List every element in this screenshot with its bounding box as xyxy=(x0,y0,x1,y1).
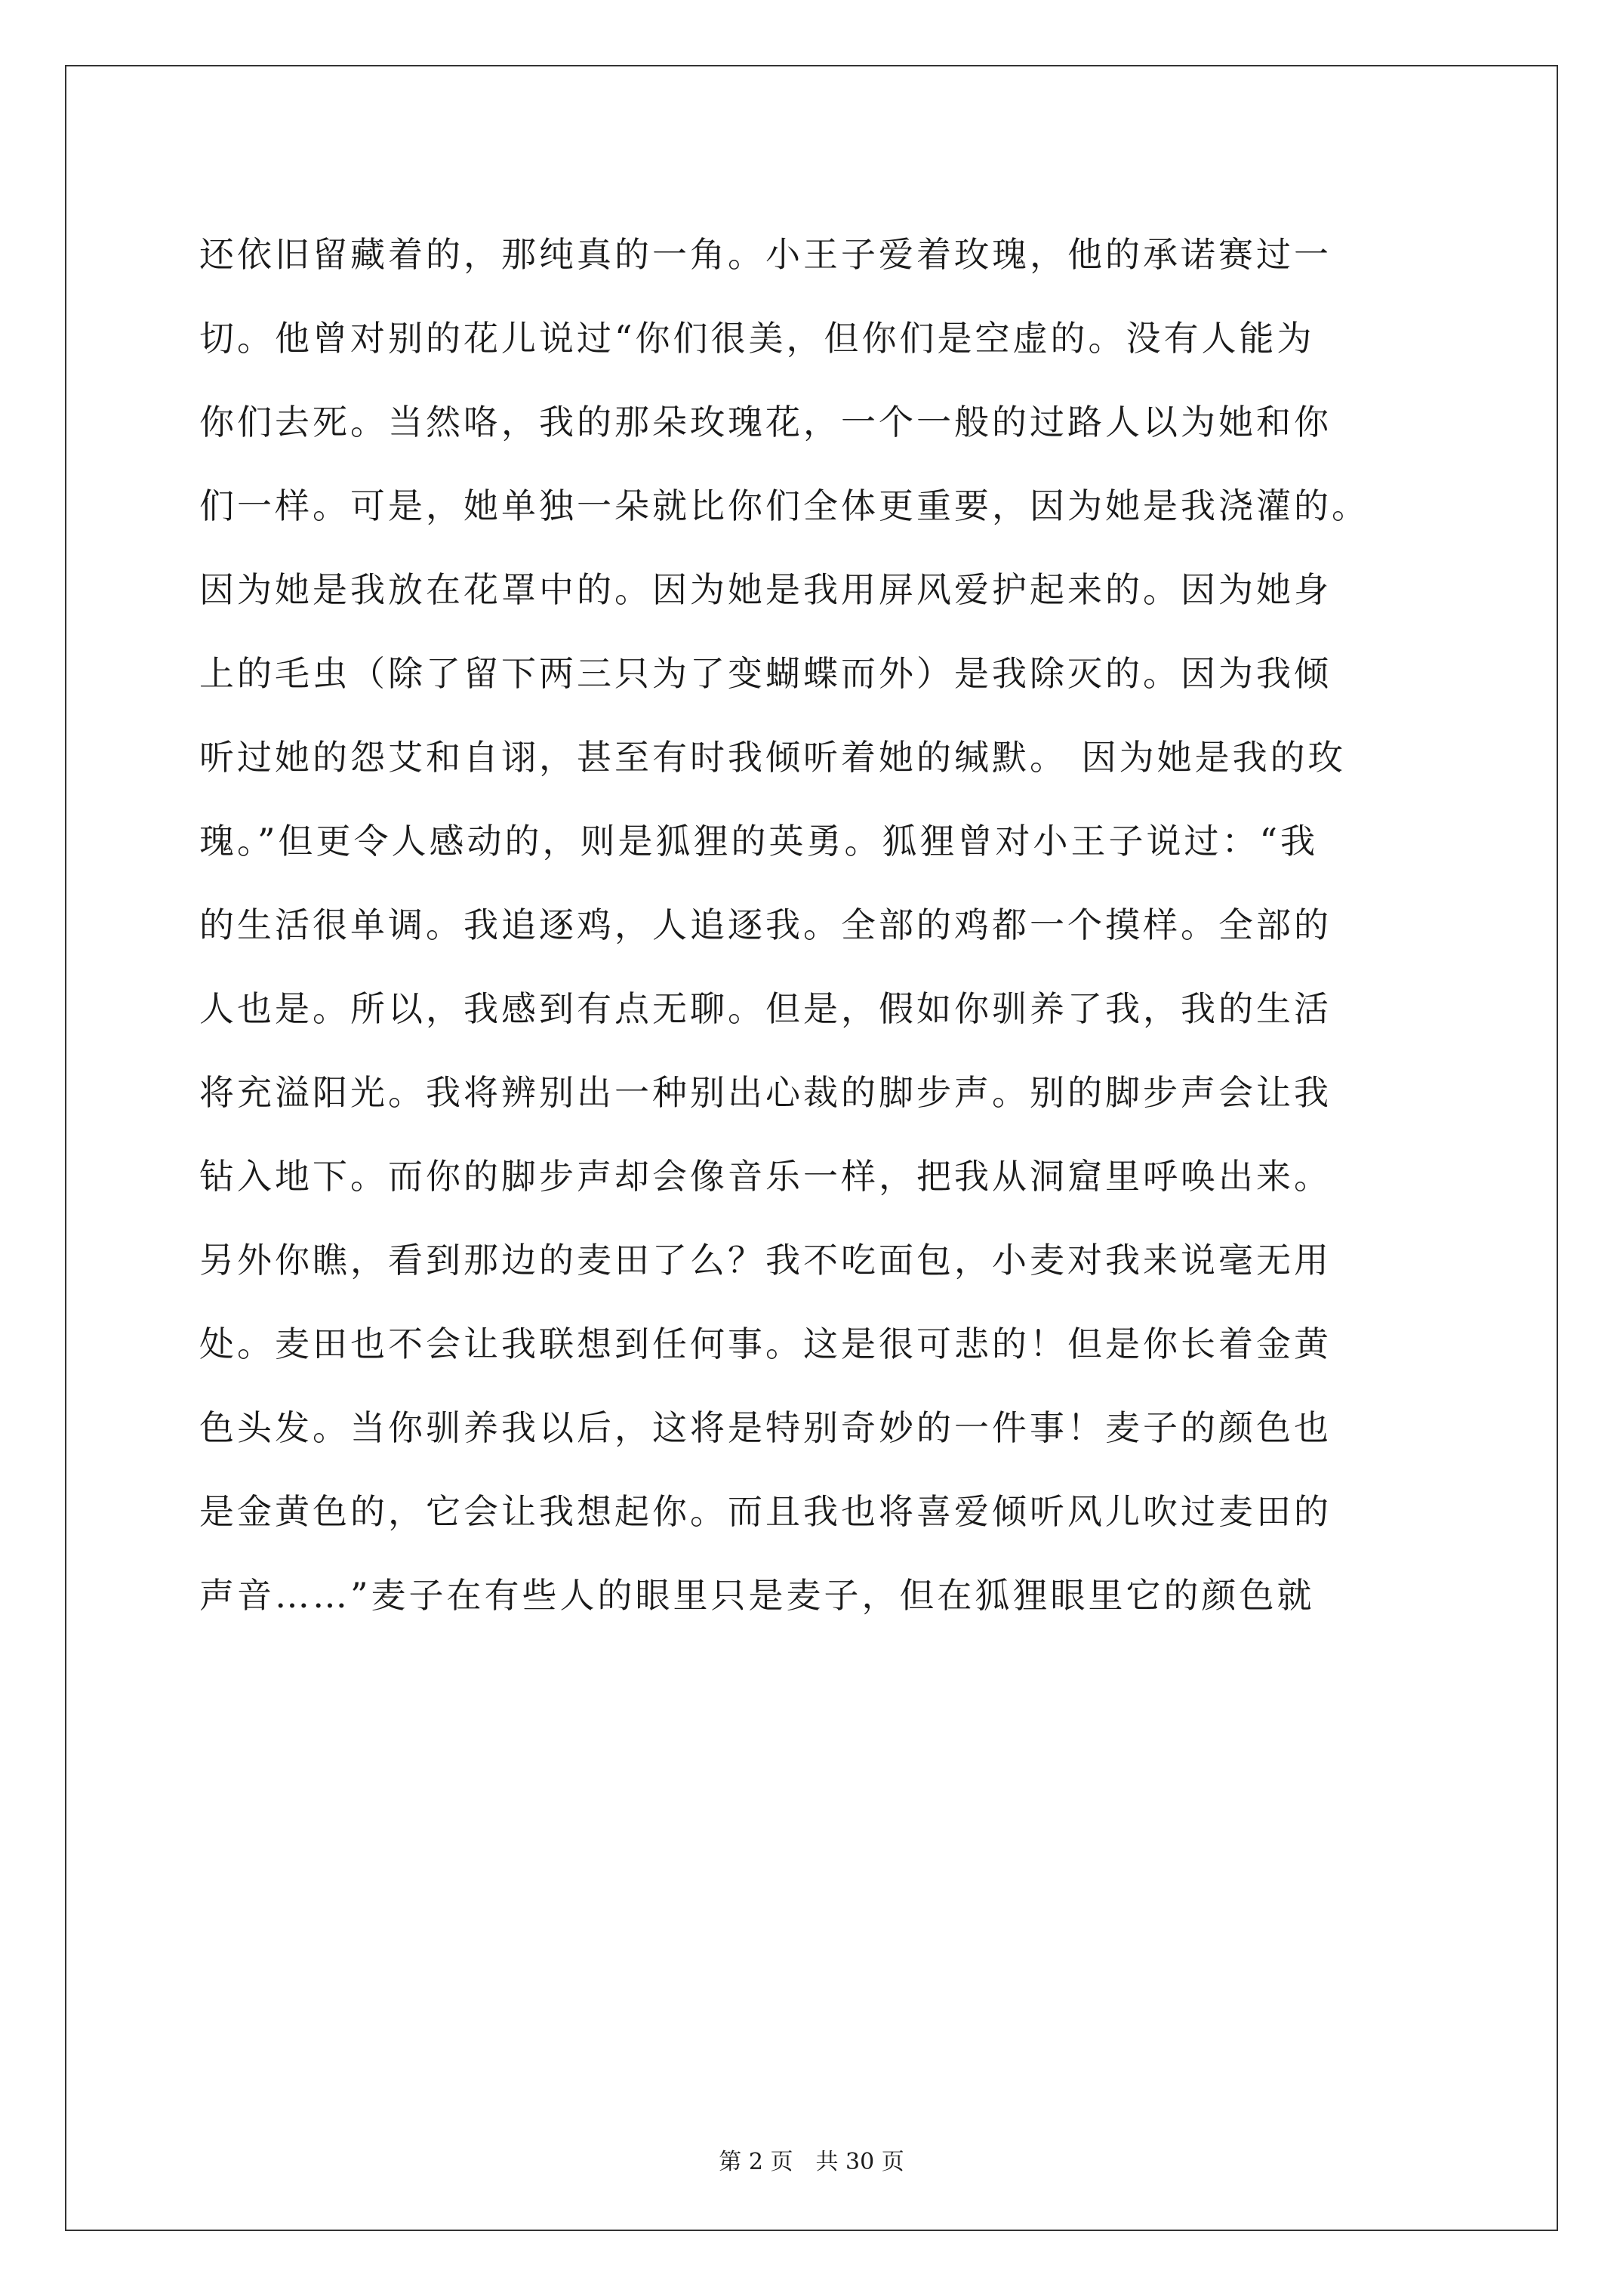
page-total: 共 30 页 xyxy=(815,2149,904,2175)
text-line: 切。他曾对别的花儿说过“你们很美，但你们是空虚的。没有人能为 xyxy=(199,318,1315,359)
text-line: 处。麦田也不会让我联想到任何事。这是很可悲的！但是你长着金黄 xyxy=(199,1324,1332,1364)
text-line: 还依旧留藏着的，那纯真的一角。小王子爱着玫瑰，他的承诺赛过一 xyxy=(199,234,1332,275)
text-line: 因为她是我放在花罩中的。因为她是我用屏风爱护起来的。因为她身 xyxy=(199,569,1332,610)
text-line: 色头发。当你驯养我以后，这将是特别奇妙的一件事！麦子的颜色也 xyxy=(199,1407,1332,1448)
text-line: 另外你瞧，看到那边的麦田了么？我不吃面包，小麦对我来说毫无用 xyxy=(199,1240,1332,1281)
page-number: 第 2 页 xyxy=(719,2149,793,2175)
text-line: 的生活很单调。我追逐鸡，人追逐我。全部的鸡都一个摸样。全部的 xyxy=(199,905,1332,945)
text-line: 声音……”麦子在有些人的眼里只是麦子，但在狐狸眼里它的颜色就 xyxy=(199,1575,1315,1616)
text-line: 听过她的怨艾和自诩，甚至有时我倾听着她的缄默。 因为她是我的玫 xyxy=(199,737,1346,778)
text-line: 上的毛虫（除了留下两三只为了变蝴蝶而外）是我除灭的。因为我倾 xyxy=(199,653,1332,694)
text-line: 是金黄色的，它会让我想起你。而且我也将喜爱倾听风儿吹过麦田的 xyxy=(199,1491,1332,1532)
text-line: 将充溢阳光。我将辨别出一种别出心裁的脚步声。别的脚步声会让我 xyxy=(199,1072,1332,1113)
text-line: 你们去死。当然咯，我的那朵玫瑰花，一个一般的过路人以为她和你 xyxy=(199,402,1332,442)
text-line: 们一样。可是，她单独一朵就比你们全体更重要，因为她是我浇灌的。 xyxy=(199,485,1369,526)
text-line: 人也是。所以，我感到有点无聊。但是，假如你驯养了我，我的生活 xyxy=(199,988,1332,1029)
page-footer xyxy=(0,2143,1623,2176)
text-line: 瑰。”但更令人感动的，则是狐狸的英勇。狐狸曾对小王子说过：“我 xyxy=(199,821,1319,861)
body-text xyxy=(199,219,1437,1644)
text-line: 钻入地下。而你的脚步声却会像音乐一样，把我从洞窟里呼唤出来。 xyxy=(199,1156,1332,1197)
